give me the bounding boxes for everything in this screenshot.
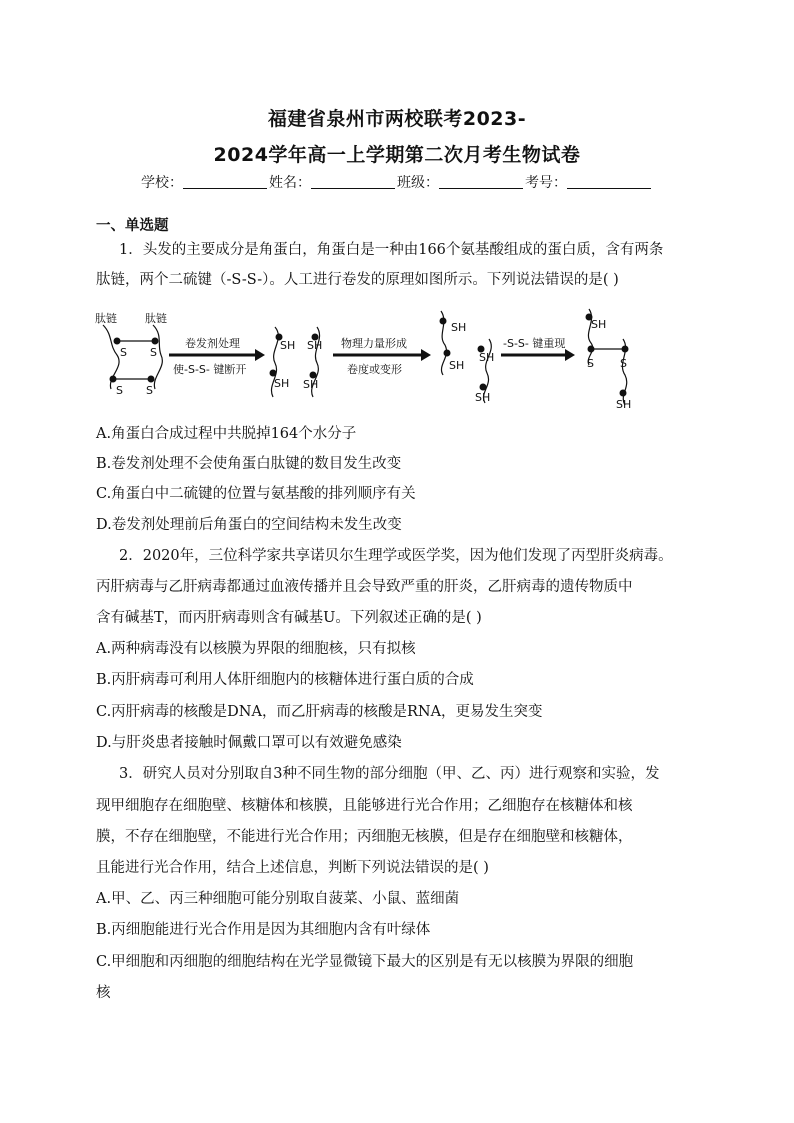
class-blank[interactable] <box>439 174 523 189</box>
arrow2-bottom-label: 卷度或变形 <box>347 363 402 376</box>
q3-stem-line4: 且能进行光合作用，结合上述信息，判断下列说法错误的是( ) <box>96 860 489 876</box>
q1-option-a[interactable]: A.角蛋白合成过程中共脱掉164个水分子 <box>96 426 357 442</box>
q1-stem-line2: 肽链，两个二硫键（-S-S-）。人工进行卷发的原理如图所示。下列说法错误的是( ) <box>96 272 619 288</box>
q2-stem-line1: 2．2020年，三位科学家共享诺贝尔生理学或医学奖，因为他们发现了丙型肝炎病毒。 <box>119 548 673 564</box>
q3-option-b[interactable]: B.丙细胞能进行光合作用是因为其细胞内含有叶绿体 <box>96 922 431 938</box>
exam-title-line2: 2024学年高一上学期第二次月考生物试卷 <box>213 144 581 166</box>
q1-option-c[interactable]: C.角蛋白中二硫键的位置与氨基酸的排列顺序有关 <box>96 486 416 502</box>
perm-process-figure <box>95 305 655 417</box>
svg-text:SH: SH <box>616 398 632 411</box>
svg-text:SH: SH <box>475 391 491 404</box>
school-label: 学校： <box>141 175 183 191</box>
q2-option-a[interactable]: A.两种病毒没有以核膜为界限的细胞核，只有拟核 <box>96 641 416 657</box>
svg-text:S: S <box>620 357 627 370</box>
svg-text:S: S <box>120 346 127 359</box>
arrow1-top-label: 卷发剂处理 <box>185 337 240 350</box>
name-blank[interactable] <box>311 174 395 189</box>
svg-text:S: S <box>116 384 123 397</box>
q1-option-d[interactable]: D.卷发剂处理前后角蛋白的空间结构未发生改变 <box>96 517 402 533</box>
q3-option-c-wrap: 核 <box>96 985 111 1001</box>
svg-text:SH: SH <box>280 339 296 352</box>
svg-text:S: S <box>150 346 157 359</box>
exam-title-line1: 福建省泉州市两校联考2023- <box>267 108 527 130</box>
svg-text:SH: SH <box>307 339 323 352</box>
class-label: 班级： <box>397 175 439 191</box>
chain-label-right: 肽链 <box>145 312 167 325</box>
exam-number-label: 考号： <box>525 175 567 191</box>
svg-text:S: S <box>587 357 594 370</box>
school-blank[interactable] <box>183 174 267 189</box>
arrow2-top-label: 物理力量形成 <box>341 337 407 350</box>
q2-stem-line3: 含有碱基T，而丙肝病毒则含有碱基U。下列叙述正确的是( ) <box>96 610 482 626</box>
svg-text:SH: SH <box>479 351 495 364</box>
q1-stem-line1: 1．头发的主要成分是角蛋白，角蛋白是一种由166个氨基酸组成的蛋白质，含有两条 <box>119 242 664 258</box>
name-label: 姓名： <box>269 175 311 191</box>
q3-stem-line2: 现甲细胞存在细胞壁、核糖体和核膜，且能够进行光合作用；乙细胞存在核糖体和核 <box>96 798 633 814</box>
q2-option-c[interactable]: C.丙肝病毒的核酸是DNA，而乙肝病毒的核酸是RNA，更易发生突变 <box>96 704 543 720</box>
svg-text:SH: SH <box>591 318 607 331</box>
q2-stem-line2: 丙肝病毒与乙肝病毒都通过血液传播并且会导致严重的肝炎，乙肝病毒的遗传物质中 <box>96 579 633 595</box>
arrow3-top-label: -S-S- 键重现 <box>503 337 566 350</box>
q3-option-c[interactable]: C.甲细胞和丙细胞的细胞结构在光学显微镜下最大的区别是有无以核膜为界限的细胞 <box>96 954 634 970</box>
q3-stem-line1: 3．研究人员对分别取自3种不同生物的部分细胞（甲、乙、丙）进行观察和实验，发 <box>119 766 660 782</box>
svg-text:SH: SH <box>303 378 319 391</box>
chain-label-left: 肽链 <box>95 312 117 325</box>
section-title: 一、单选题 <box>96 218 169 234</box>
q2-option-b[interactable]: B.丙肝病毒可利用人体肝细胞内的核糖体进行蛋白质的合成 <box>96 672 474 688</box>
student-info-row <box>0 172 794 192</box>
svg-text:SH: SH <box>451 321 467 334</box>
arrow1-bottom-label: 使-S-S- 键断开 <box>173 363 247 376</box>
q2-option-d[interactable]: D.与肝炎患者接触时佩戴口罩可以有效避免感染 <box>96 735 402 751</box>
q3-stem-line3: 膜，不存在细胞壁，不能进行光合作用；丙细胞无核膜，但是存在细胞壁和核糖体， <box>96 829 633 845</box>
svg-text:SH: SH <box>449 359 465 372</box>
q1-option-b[interactable]: B.卷发剂处理不会使角蛋白肽键的数目发生改变 <box>96 456 402 472</box>
q3-option-a[interactable]: A.甲、乙、丙三种细胞可能分别取自菠菜、小鼠、蓝细菌 <box>96 891 460 907</box>
svg-text:S: S <box>146 384 153 397</box>
svg-text:SH: SH <box>274 377 290 390</box>
exam-number-blank[interactable] <box>567 174 651 189</box>
